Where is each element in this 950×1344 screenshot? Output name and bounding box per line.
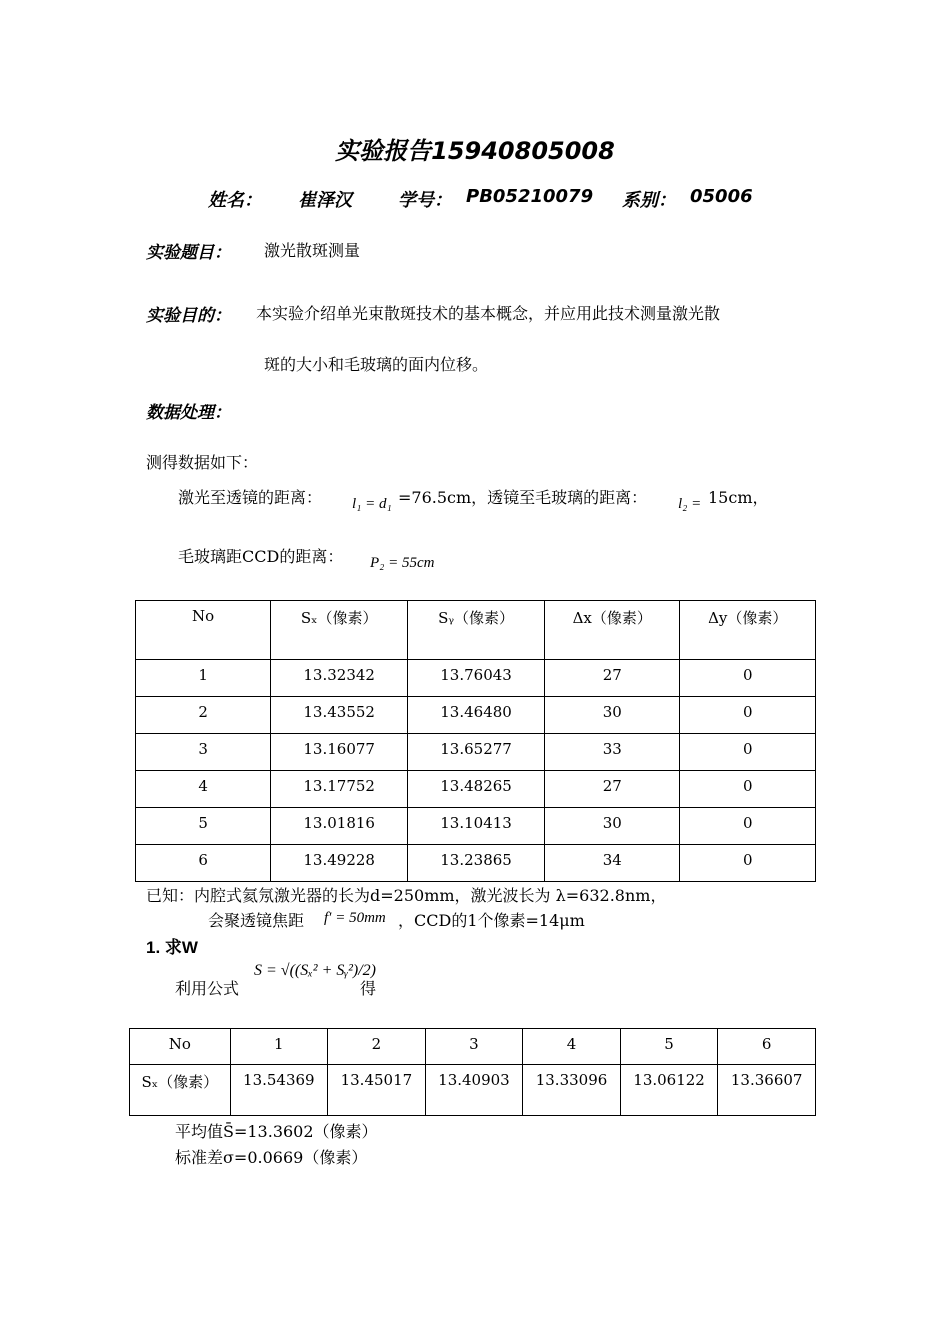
known-line-2-prefix: 会聚透镜焦距 <box>208 911 305 930</box>
table-row <box>136 734 816 771</box>
p2-equation: P₂ = 55cm <box>370 555 435 571</box>
table-cell: 30 <box>545 697 680 734</box>
l2-equation: l₂ = <box>678 496 702 512</box>
table-cell: 13.06122 <box>620 1065 718 1116</box>
header-cell: 2 <box>328 1029 426 1065</box>
table-cell: 13.54369 <box>230 1065 328 1116</box>
focal-length: f′ = 50mm <box>324 910 386 926</box>
table-cell: 30 <box>545 808 680 845</box>
section-1-heading: 1. 求W <box>146 938 198 957</box>
student-name: 崔泽汉 <box>298 190 352 211</box>
rms-formula: S = √((Sₓ² + Sᵧ²)/2) <box>254 962 376 979</box>
table-cell: 13.16077 <box>271 734 408 771</box>
table-header-row <box>130 1029 816 1065</box>
table-row <box>136 660 816 697</box>
header-cell: Sᵧ（像素） <box>408 601 545 660</box>
topic-label: 实验题目： <box>146 243 231 263</box>
mean-result: 平均值S̄=13.3602（像素） <box>175 1122 378 1141</box>
header-cell: 1 <box>230 1029 328 1065</box>
table-cell: 13.32342 <box>271 660 408 697</box>
table-cell: 13.49228 <box>271 845 408 882</box>
student-id: PB05210079 <box>466 186 594 207</box>
table-cell: 6 <box>136 845 271 882</box>
table-row <box>130 1065 816 1116</box>
table-cell: 4 <box>136 771 271 808</box>
table-cell: 13.43552 <box>271 697 408 734</box>
department: 05006 <box>690 186 753 207</box>
table-cell: 13.46480 <box>408 697 545 734</box>
header-cell: 6 <box>718 1029 816 1065</box>
table-cell: 0 <box>680 808 816 845</box>
table-cell: 33 <box>545 734 680 771</box>
table-header-row <box>136 601 816 660</box>
ccd-distance-label: 毛玻璃距CCD的距离： <box>178 547 344 566</box>
purpose-label: 实验目的： <box>146 306 231 326</box>
known-line-2-suffix: ，CCD的1个像素=14μm <box>398 911 585 930</box>
department-label: 系别： <box>622 190 676 211</box>
table-cell: 13.48265 <box>408 771 545 808</box>
table-row <box>136 808 816 845</box>
table-cell: 2 <box>136 697 271 734</box>
table-cell: 3 <box>136 734 271 771</box>
table-cell: 13.01816 <box>271 808 408 845</box>
table-cell: 13.23865 <box>408 845 545 882</box>
purpose-line-1: 本实验介绍单光束散斑技术的基本概念，并应用此技术测量激光散 <box>256 304 721 323</box>
purpose-line-2: 斑的大小和毛玻璃的面内位移。 <box>264 355 489 374</box>
table-cell: 27 <box>545 660 680 697</box>
topic-value: 激光散斑测量 <box>264 241 361 260</box>
table-row <box>136 697 816 734</box>
table-cell: 0 <box>680 845 816 882</box>
table-cell: 13.36607 <box>718 1065 816 1116</box>
table-row <box>136 771 816 808</box>
table-cell: 13.76043 <box>408 660 545 697</box>
table-cell: 13.17752 <box>271 771 408 808</box>
header-cell: 4 <box>523 1029 621 1065</box>
measurement-table <box>135 600 816 882</box>
header-cell: 5 <box>620 1029 718 1065</box>
header-cell: No <box>136 601 271 660</box>
name-label: 姓名： <box>208 190 262 211</box>
table-cell: 0 <box>680 660 816 697</box>
table-cell: 13.40903 <box>425 1065 523 1116</box>
l1-equation: l₁ = d₁ <box>352 496 392 512</box>
header-cell: Sₓ（像素） <box>271 601 408 660</box>
table-cell: 0 <box>680 697 816 734</box>
table-cell: 13.65277 <box>408 734 545 771</box>
data-processing-label: 数据处理： <box>146 403 231 423</box>
lens-glass-distance-value: 15cm， <box>708 488 769 507</box>
table-cell: 0 <box>680 771 816 808</box>
header-cell: 3 <box>425 1029 523 1065</box>
table-cell: 13.10413 <box>408 808 545 845</box>
table-cell: 13.45017 <box>328 1065 426 1116</box>
known-line-1: 已知：内腔式氦氖激光器的长为d=250mm，激光波长为 λ=632.8nm， <box>146 886 667 905</box>
header-cell: Δx（像素） <box>545 601 680 660</box>
table-cell: 27 <box>545 771 680 808</box>
laser-lens-distance-label: 激光至透镜的距离： <box>178 488 323 507</box>
table-row <box>136 845 816 882</box>
header-cell: No <box>130 1029 231 1065</box>
data-intro: 测得数据如下： <box>146 453 259 472</box>
report-title: 实验报告15940805008 <box>335 137 615 165</box>
header-cell: Δy（像素） <box>680 601 816 660</box>
table-cell: 1 <box>136 660 271 697</box>
std-result: 标准差σ=0.0669（像素） <box>175 1148 368 1167</box>
speckle-size-table <box>129 1028 816 1116</box>
student-id-label: 学号： <box>398 190 452 211</box>
table-cell: 0 <box>680 734 816 771</box>
table-cell: 13.33096 <box>523 1065 621 1116</box>
formula-suffix: 得 <box>360 979 377 998</box>
table-cell: 34 <box>545 845 680 882</box>
laser-lens-distance-value: =76.5cm，透镜至毛玻璃的距离： <box>398 488 648 507</box>
formula-prefix: 利用公式 <box>175 979 240 998</box>
table-cell: 5 <box>136 808 271 845</box>
row-label-cell: Sₓ（像素） <box>130 1065 231 1116</box>
